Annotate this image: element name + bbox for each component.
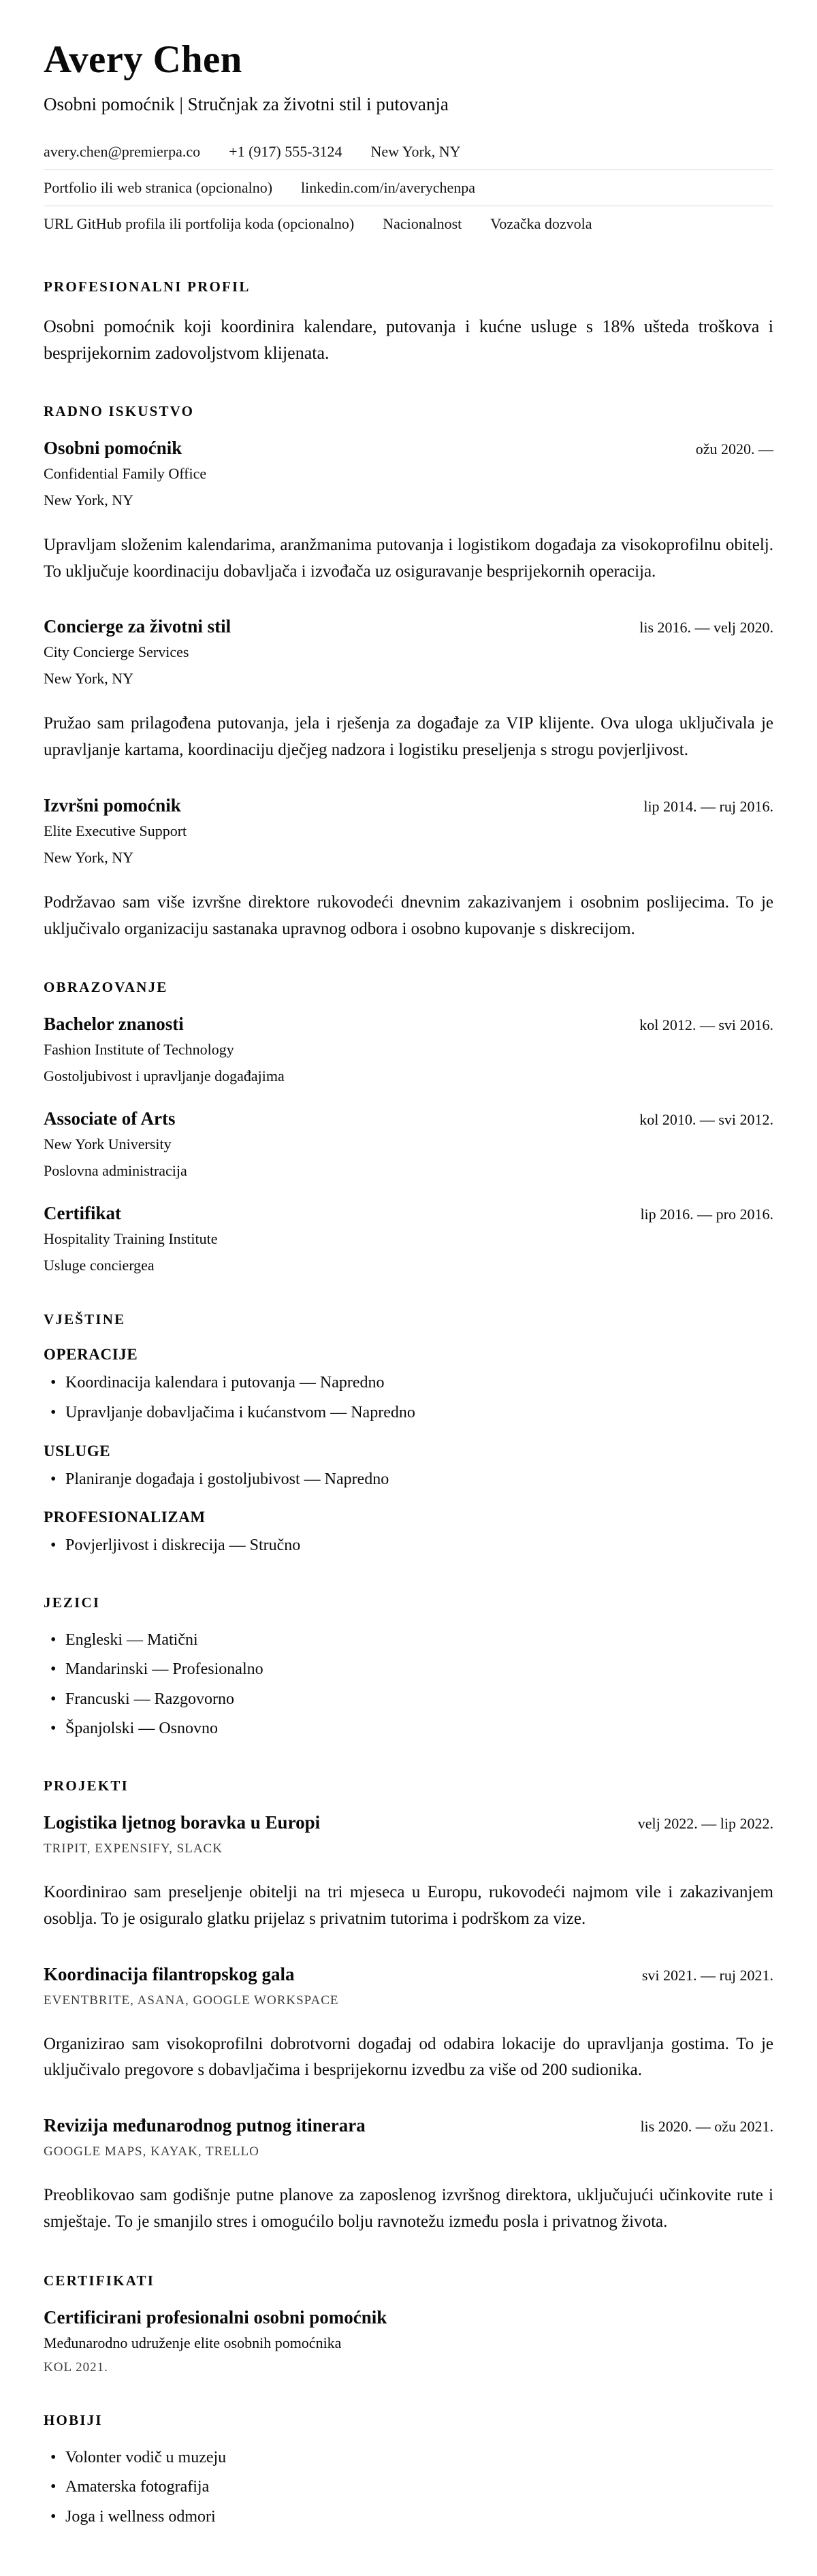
skills-heading: VJEŠTINE [44,1311,126,1328]
project-entry-head [44,1812,773,1833]
hobby-item: • Volonter vodič u muzeju [44,2447,773,2470]
hobbies-list [44,2447,773,2529]
education-entry [44,1203,773,1274]
job-dates: lip 2014. — ruj 2016. [643,797,773,815]
education-school: New York University [44,1136,172,1153]
job-company: Elite Executive Support [44,822,187,839]
certificate-title: Certificirani profesionalni osobni pomoćnik [44,2306,387,2328]
section-experience [44,403,773,943]
job-title: Osobni pomoćnik [44,437,182,458]
job-dates: lis 2016. — velj 2020. [639,619,773,637]
contact-linkedin: linkedin.com/in/averychenpa [301,178,475,196]
person-name: Avery Chen [44,38,242,81]
section-languages [44,1594,773,1741]
language-item: • Španjolski — Osnovno [44,1718,773,1741]
certificates-heading: CERTIFIKATI [44,2272,155,2289]
hobbies-heading: HOBIJI [44,2411,103,2428]
job-entry [44,616,773,764]
job-company: City Concierge Services [44,643,189,661]
education-school: Fashion Institute of Technology [44,1041,234,1059]
contact-phone: +1 (917) 555-3124 [229,142,342,160]
job-location: New York, NY [44,670,134,688]
project-title: Koordinacija filantropskog gala [44,1963,295,1984]
job-entry-head [44,438,773,459]
profile-text: Osobni pomoćnik koji koordinira kalendare, putovanja i kućne usluge s 18% ušteda troškova i besprijekornim zadovoljstvom klijenata. [44,316,773,363]
contact-nationality: Nacionalnost [383,214,462,232]
project-dates: lis 2020. — ožu 2021. [640,2118,773,2136]
skill-item: • Koordinacija kalendara i putovanja — Napredno [44,1372,773,1395]
skill-group-name: USLUGE [44,1442,111,1460]
language-item: • Engleski — Matični [44,1629,773,1652]
skill-item: • Upravljanje dobavljačima i kućanstvom — Napredno [44,1402,773,1425]
certificate-date: KOL 2021. [44,2360,108,2374]
skill-group-list [44,1372,773,1424]
contact-location: New York, NY [370,142,461,160]
skill-group-name: PROFESIONALIZAM [44,1509,206,1526]
education-field: Gostoljubivost i upravljanje događajima [44,1067,285,1085]
job-entry [44,438,773,585]
job-title: Concierge za životni stil [44,616,231,637]
section-projects [44,1777,773,2236]
job-description: Pružao sam prilagođena putovanja, jela i rješenja za događaje za VIP klijente. Ova uloga uključivala je upravljanje kartama, koordinaciju dječjeg nadzora i logistiku preseljenja s strogu povjerljivost. [44,714,773,760]
contact-portfolio: Portfolio ili web stranica (opcionalno) [44,178,273,196]
education-dates: kol 2012. — svi 2016. [639,1016,773,1034]
skill-group-list [44,1468,773,1492]
job-company: Confidential Family Office [44,464,207,482]
education-school: Hospitality Training Institute [44,1230,218,1248]
projects-heading: PROJEKTI [44,1777,129,1794]
education-entry-head [44,1203,773,1224]
section-skills [44,1311,773,1557]
project-tools: TRIPIT, EXPENSIFY, SLACK [44,1841,223,1856]
contact-row-links [44,170,773,206]
education-dates: lip 2016. — pro 2016. [640,1206,773,1223]
hobby-item: • Joga i wellness odmori [44,2506,773,2529]
education-heading: OBRAZOVANJE [44,979,168,996]
education-degree: Certifikat [44,1203,121,1224]
skill-group-list [44,1534,773,1558]
job-entry-head [44,616,773,637]
person-tagline: Osobni pomoćnik | Stručnjak za životni stil i putovanja [44,93,449,114]
project-title: Revizija međunarodnog putnog itinerara [44,2115,366,2136]
certificate-entry [44,2307,773,2375]
contact-driving-license: Vozačka dozvola [490,214,592,232]
skill-item: • Planiranje događaja i gostoljubivost — Napredno [44,1468,773,1492]
project-entry [44,1964,773,2084]
contact-github: URL GitHub profila ili portfolija koda (opcionalno) [44,214,355,232]
job-description: Upravljam složenim kalendarima, aranžmanima putovanja i logistikom događaja za visokoprofilnu obitelj. To uključuje koordinaciju dobavljača i izvođača uz osiguravanje besprijekornih operacija. [44,535,773,581]
project-description: Organizirao sam visokoprofilni dobrotvorni događaj od odabira lokacije do upravljanja gostima. To je uključivalo pregovore s dobavljačima i besprijekornu izvedbu za više od 200 sudionika. [44,2034,773,2080]
contact-email: avery.chen@premierpa.co [44,142,201,160]
education-field: Usluge conciergea [44,1257,155,1274]
project-description: Koordinirao sam preseljenje obitelji na tri mjeseca u Europu, rukovodeći najmom vile i zakazivanjem osoblja. To je osiguralo glatku prijelaz s privatnim tutorima i podrškom za vize. [44,1883,773,1928]
project-title: Logistika ljetnog boravka u Europi [44,1812,321,1833]
project-tools: EVENTBRITE, ASANA, GOOGLE WORKSPACE [44,1993,339,2008]
contact-row-extra [44,206,773,242]
hobby-item: • Amaterska fotografija [44,2476,773,2499]
education-dates: kol 2010. — svi 2012. [639,1111,773,1129]
languages-list [44,1629,773,1741]
experience-heading: RADNO ISKUSTVO [44,402,195,419]
job-entry [44,795,773,943]
contact-block [44,134,773,242]
education-entry [44,1108,773,1180]
resume-header [44,38,773,242]
section-education [44,979,773,1274]
job-entry-head [44,795,773,816]
education-entry [44,1014,773,1085]
section-hobbies [44,2412,773,2529]
certificate-issuer: Međunarodno udruženje elite osobnih pomoćnika [44,2334,342,2351]
project-entry [44,1812,773,1933]
education-entry-head [44,1108,773,1129]
profile-heading: PROFESIONALNI PROFIL [44,278,251,295]
project-entry-head [44,1964,773,1985]
job-dates: ožu 2020. — [695,440,773,457]
job-location: New York, NY [44,491,134,509]
project-entry [44,2115,773,2236]
project-description: Preoblikovao sam godišnje putne planove za zaposlenog izvršnog direktora, uključujući učinkovite rute i smještaje. To je smanjilo stres i omogućilo bolju ravnotežu između posla i privatnog života. [44,2186,773,2231]
language-item: • Mandarinski — Profesionalno [44,1658,773,1681]
project-dates: velj 2022. — lip 2022. [637,1815,773,1833]
project-tools: GOOGLE MAPS, KAYAK, TRELLO [44,2144,259,2159]
education-degree: Associate of Arts [44,1108,176,1129]
section-profile [44,278,773,366]
job-title: Izvršni pomoćnik [44,794,181,816]
job-description: Podržavao sam više izvršne direktore rukovodeći dnevnim zakazivanjem i osobnim poslijecima. To je uključivalo organizaciju sastanaka upravnog odbora i osobno kupovanje s diskrecijom. [44,892,773,938]
project-dates: svi 2021. — ruj 2021. [641,1966,773,1984]
education-degree: Bachelor znanosti [44,1014,184,1035]
job-location: New York, NY [44,848,134,866]
education-entry-head [44,1014,773,1035]
languages-heading: JEZICI [44,1594,101,1611]
skill-group-name: OPERACIJE [44,1346,138,1364]
project-entry-head [44,2115,773,2136]
contact-row-primary [44,134,773,170]
education-field: Poslovna administracija [44,1162,187,1180]
skill-item: • Povjerljivost i diskrecija — Stručno [44,1534,773,1558]
language-item: • Francuski — Razgovorno [44,1688,773,1711]
section-certificates [44,2272,773,2375]
